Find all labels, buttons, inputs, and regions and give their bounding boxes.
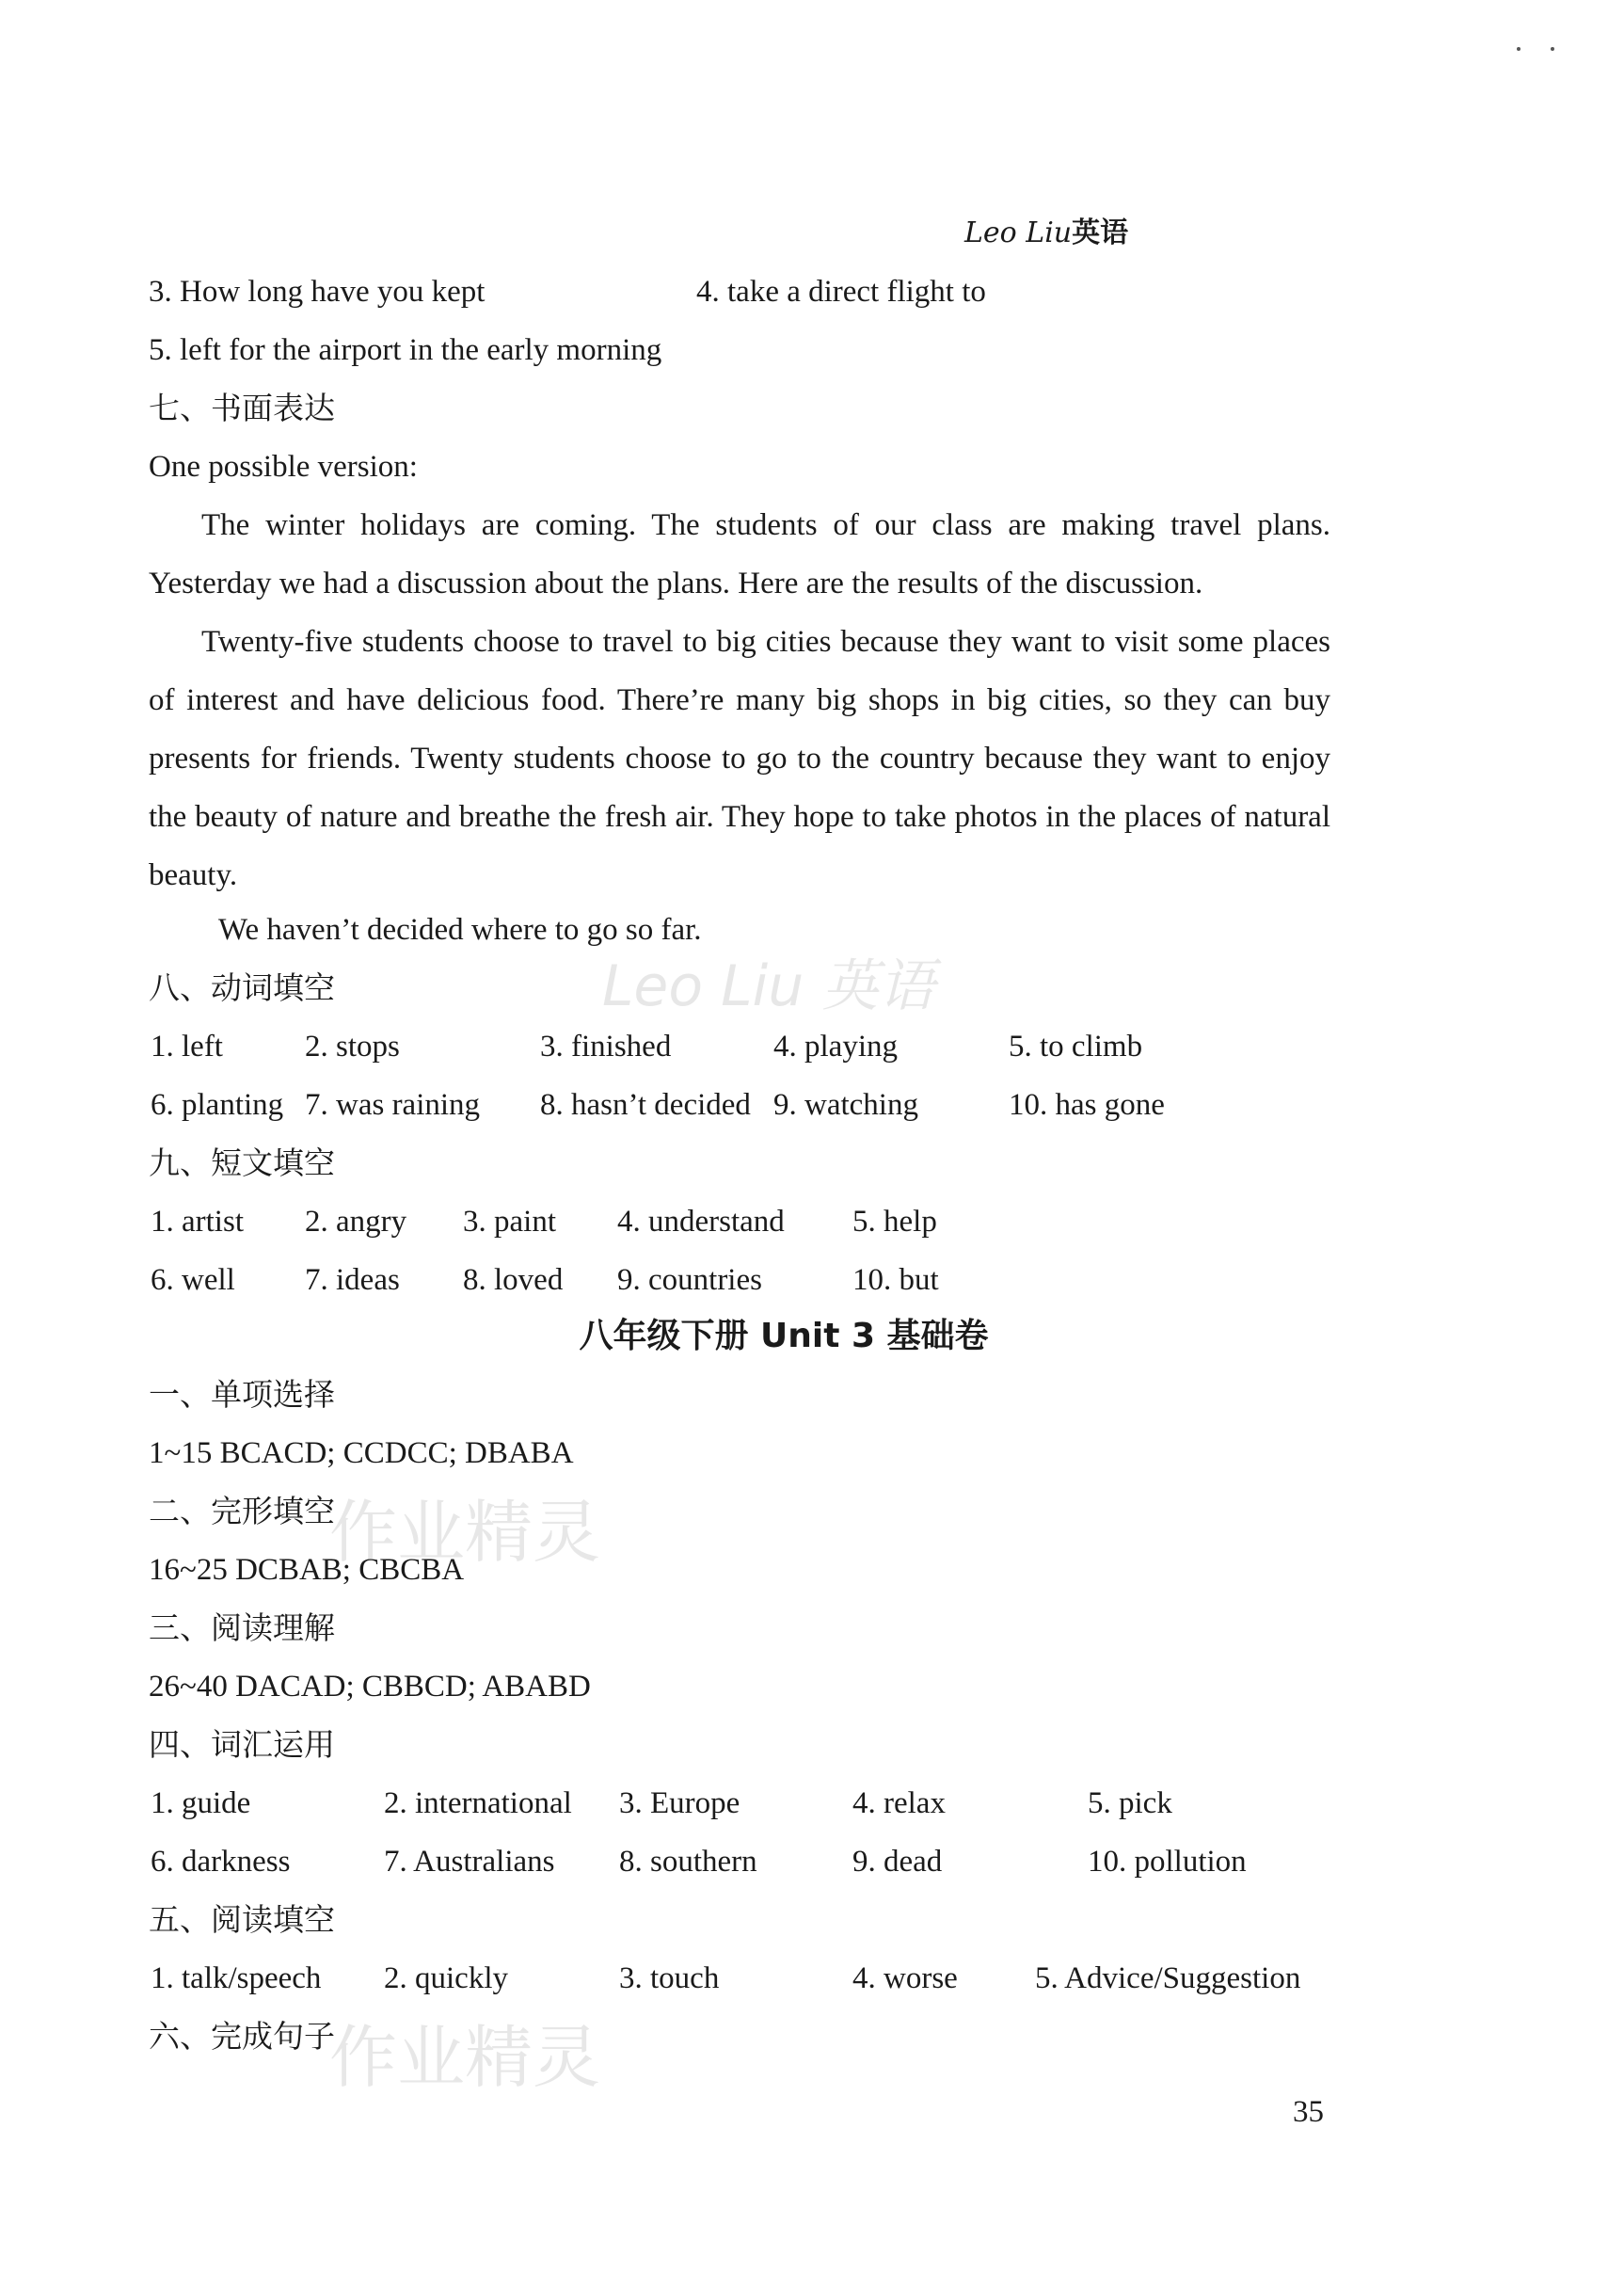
passage-answer: 2. angry: [305, 1205, 407, 1239]
single-choice-answers: 1~15 BCACD; CCDCC; DBABA: [149, 1436, 574, 1470]
passage-answer: 7. ideas: [305, 1263, 400, 1297]
watermark-text: Leo Liu 英语: [602, 953, 935, 1019]
essay-paragraph-1: The winter holidays are coming. The students of our class are making travel plans. Yesterday we had a discussion about the plans. Here are the results of the discussion.: [149, 508, 1330, 600]
scan-mark: [1517, 47, 1521, 51]
brand-cn: 英语: [1072, 216, 1129, 249]
verb-answer: 5. to climb: [1009, 1030, 1143, 1064]
passage-answer: 1. artist: [151, 1205, 244, 1239]
vocab-answer: 6. darkness: [151, 1845, 291, 1879]
verb-answer: 10. has gone: [1009, 1088, 1165, 1122]
watermark-text: 作业精灵: [329, 2018, 601, 2097]
vocab-answer: 7. Australians: [384, 1845, 555, 1879]
answer-item-3: 3. How long have you kept: [149, 275, 486, 309]
verb-answer: 4. playing: [773, 1030, 898, 1064]
section-heading-verb-fill: 八、动词填空: [149, 969, 335, 1006]
verb-answer: 9. watching: [773, 1088, 918, 1122]
essay-paragraph-3: We haven’t decided where to go so far.: [218, 913, 702, 947]
section-heading-writing: 七、书面表达: [149, 390, 335, 426]
vocab-answer: 5. pick: [1088, 1786, 1172, 1820]
reading-fill-answer: 5. Advice/Suggestion: [1035, 1961, 1301, 1995]
passage-answer: 10. but: [852, 1263, 939, 1297]
vocab-answer: 2. international: [384, 1786, 572, 1820]
verb-answer: 3. finished: [540, 1030, 672, 1064]
essay-intro: One possible version:: [149, 450, 418, 484]
vocab-answer: 8. southern: [619, 1845, 757, 1879]
passage-answer: 5. help: [852, 1205, 937, 1239]
passage-answer: 6. well: [151, 1263, 235, 1297]
section-heading-reading: 三、阅读理解: [149, 1609, 335, 1646]
section-heading-complete-sentences: 六、完成句子: [149, 2018, 335, 2055]
brand-logo: [964, 209, 1128, 250]
scan-mark: [1551, 47, 1554, 51]
page-number: 35: [1293, 2095, 1324, 2129]
cloze-answers: 16~25 DCBAB; CBCBA: [149, 1553, 465, 1587]
unit-title: 八年级下册 Unit 3 基础卷: [579, 1317, 989, 1355]
reading-answers: 26~40 DACAD; CBBCD; ABABD: [149, 1670, 591, 1704]
passage-answer: 3. paint: [463, 1205, 556, 1239]
vocab-answer: 10. pollution: [1088, 1845, 1247, 1879]
vocab-answer: 9. dead: [852, 1845, 943, 1879]
answer-item-4: 4. take a direct flight to: [696, 275, 986, 309]
passage-answer: 9. countries: [617, 1263, 762, 1297]
verb-answer: 1. left: [151, 1030, 223, 1064]
essay-paragraph-2: Twenty-five students choose to travel to big cities because they want to visit some places of interest and have delicious food. There’re many big shops in big cities, so they can buy presents for friends. Twenty students choose to go to the country because they want to enjoy the beauty of nature and breathe the fresh air. They hope to take photos in the places of natural beauty.: [149, 625, 1330, 892]
section-heading-cloze: 二、完形填空: [149, 1493, 335, 1529]
watermark-text: 作业精灵: [329, 1493, 601, 1572]
brand-script: Leo Liu: [964, 216, 1073, 249]
section-heading-single-choice: 一、单项选择: [149, 1376, 335, 1413]
vocab-answer: 4. relax: [852, 1786, 946, 1820]
vocab-answer: 1. guide: [151, 1786, 251, 1820]
verb-answer: 8. hasn’t decided: [540, 1088, 751, 1122]
section-heading-reading-fill: 五、阅读填空: [149, 1901, 335, 1938]
reading-fill-answer: 2. quickly: [384, 1961, 508, 1995]
section-heading-passage-fill: 九、短文填空: [149, 1144, 335, 1181]
passage-answer: 8. loved: [463, 1263, 564, 1297]
reading-fill-answer: 3. touch: [619, 1961, 720, 1995]
verb-answer: 6. planting: [151, 1088, 284, 1122]
answer-item-5: 5. left for the airport in the early morning: [149, 333, 662, 367]
passage-answer: 4. understand: [617, 1205, 785, 1239]
section-heading-vocabulary: 四、词汇运用: [149, 1726, 335, 1763]
verb-answer: 7. was raining: [305, 1088, 481, 1122]
vocab-answer: 3. Europe: [619, 1786, 740, 1820]
verb-answer: 2. stops: [305, 1030, 400, 1064]
reading-fill-answer: 4. worse: [852, 1961, 958, 1995]
reading-fill-answer: 1. talk/speech: [151, 1961, 322, 1995]
